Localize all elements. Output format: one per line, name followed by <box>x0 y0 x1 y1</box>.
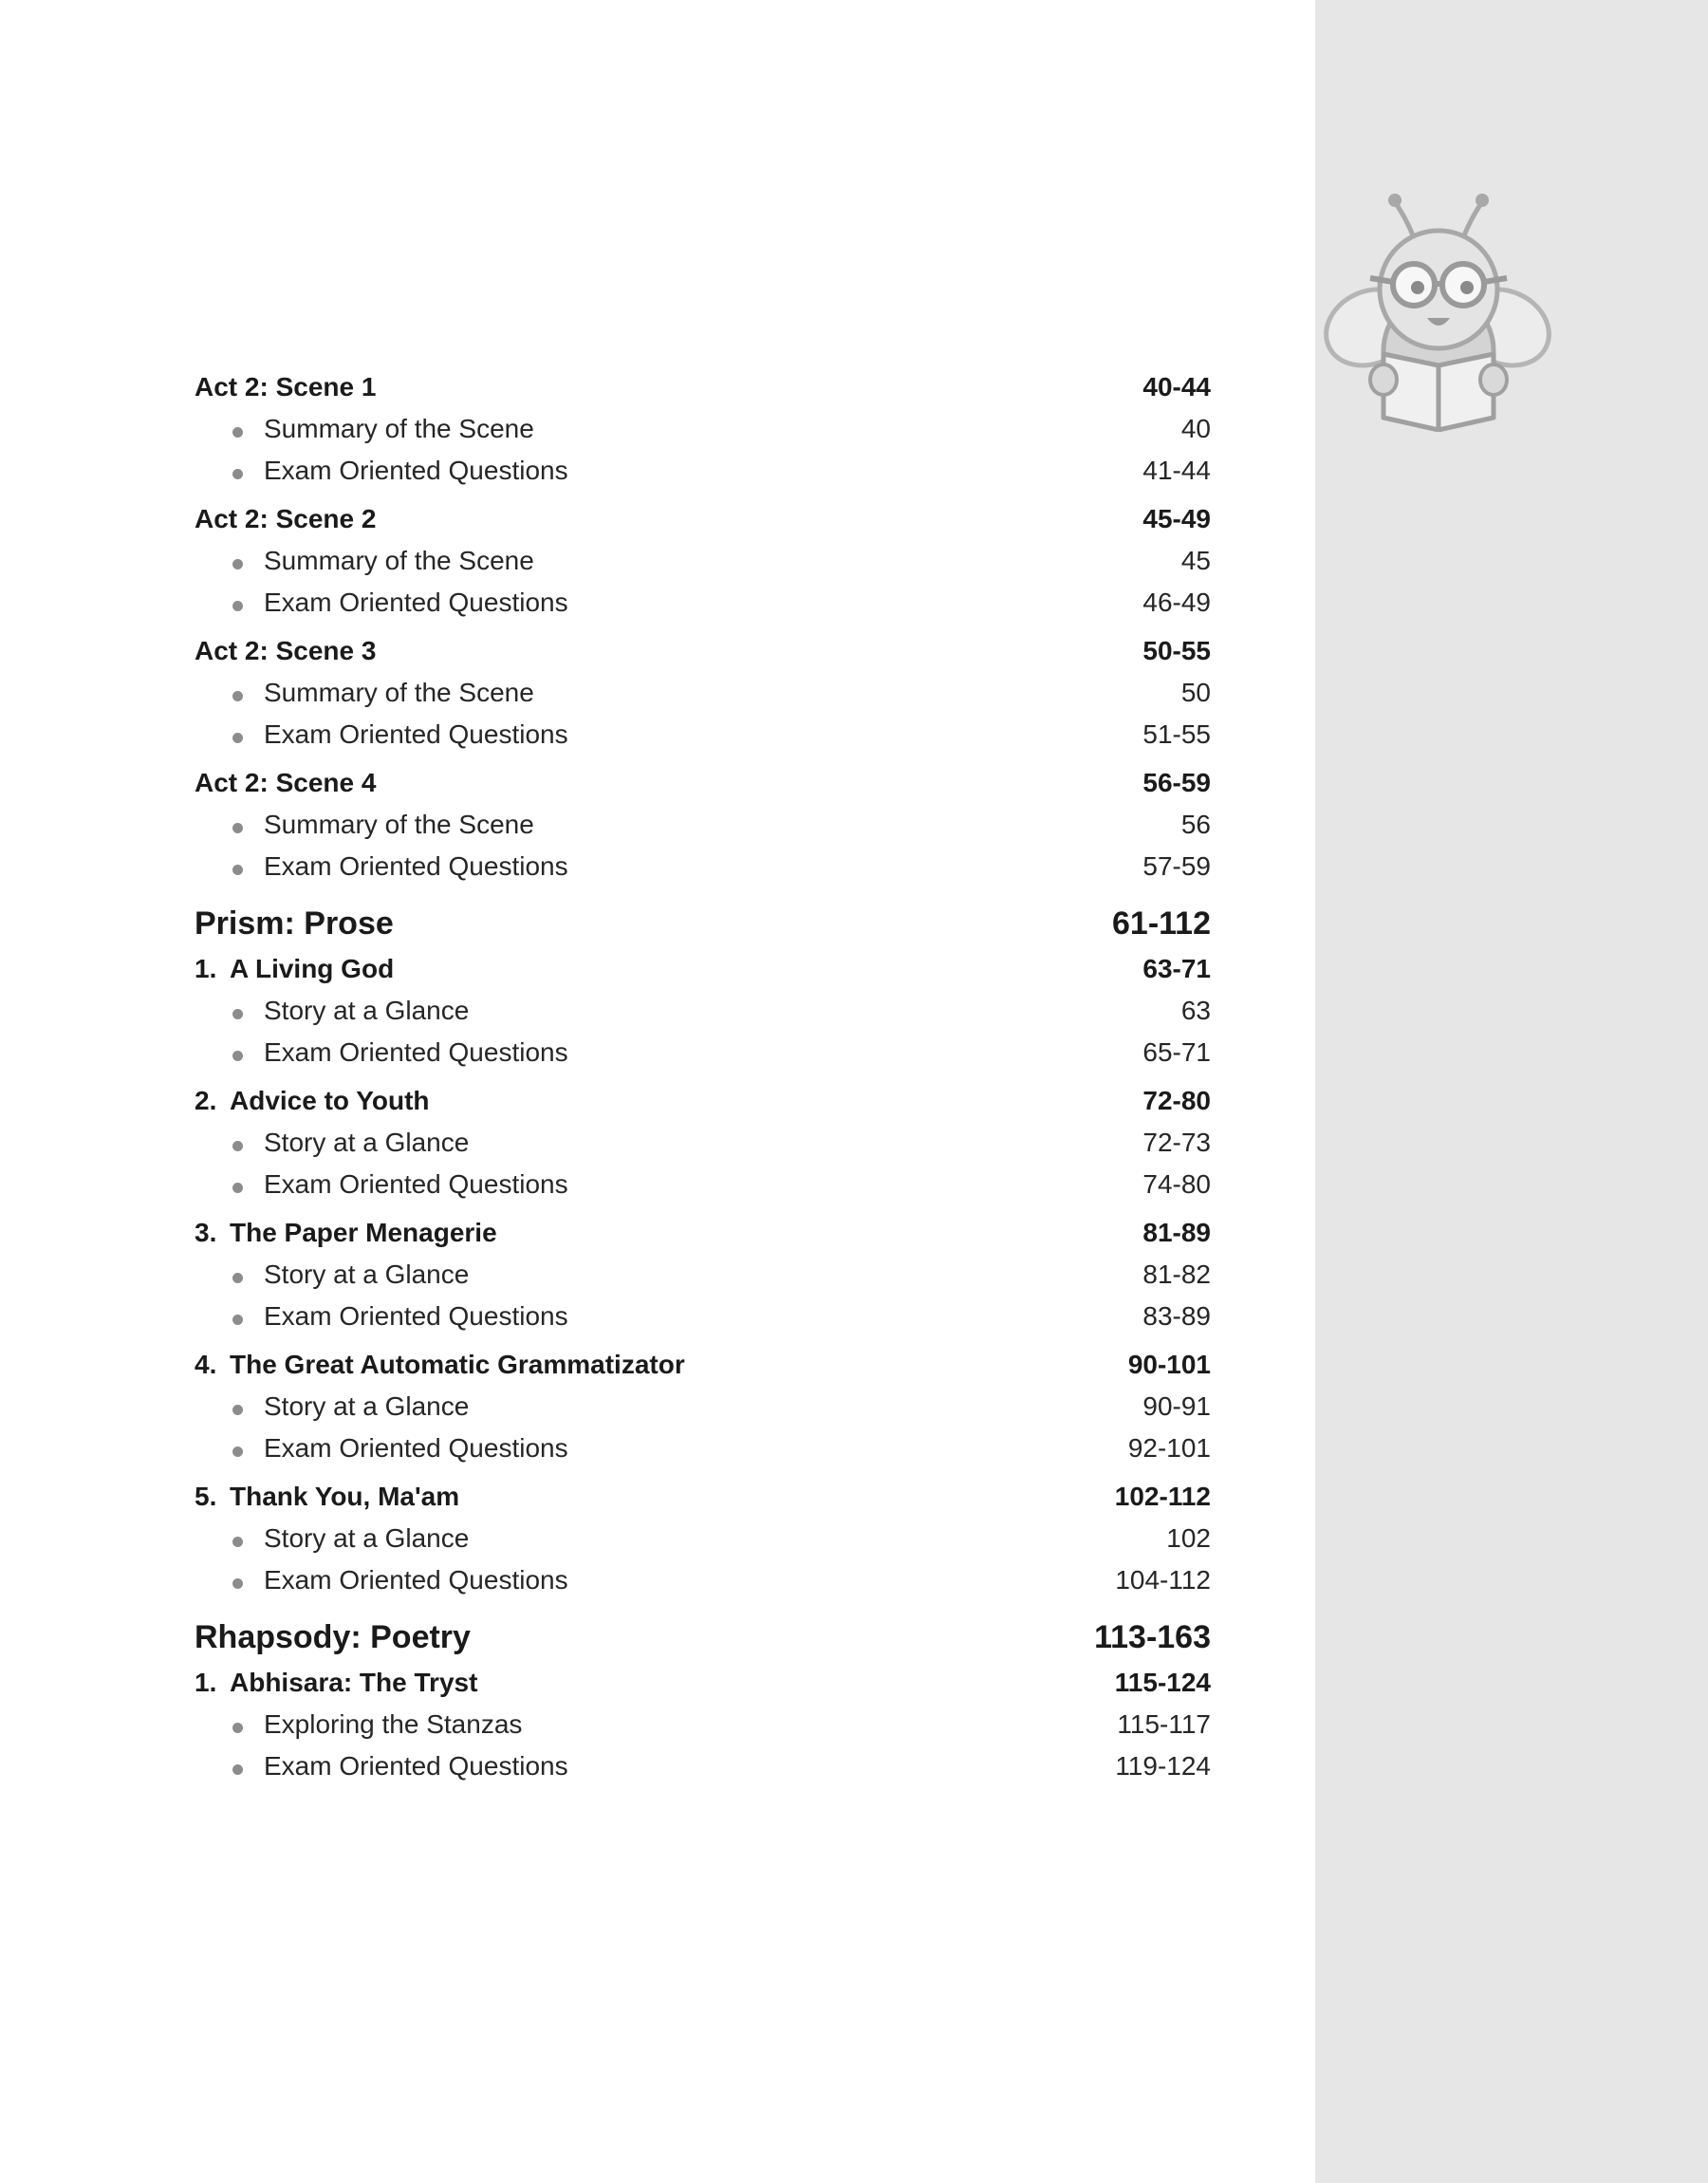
toc-subitem-row[interactable] <box>195 1254 1211 1296</box>
chapter-number: 1. <box>195 954 217 983</box>
toc-subitem-row[interactable] <box>195 540 1211 582</box>
chapter-heading <box>195 1080 430 1122</box>
chapter-page-range: 50-55 <box>1142 636 1211 665</box>
toc-subitem-row[interactable] <box>195 408 1211 450</box>
subitem-label: Exam Oriented Questions <box>264 1565 568 1595</box>
toc-chapter-row[interactable] <box>195 1212 1211 1254</box>
toc-chapter-row[interactable] <box>195 630 1211 672</box>
chapter-page-range: 45-49 <box>1142 504 1211 533</box>
subitem-page-range: 56 <box>1180 810 1211 839</box>
toc-section-heading <box>195 899 1211 948</box>
chapter-title: Advice to Youth <box>230 1086 430 1115</box>
chapter-page-range: 63-71 <box>1142 954 1211 983</box>
chapter-title: The Paper Menagerie <box>230 1218 497 1247</box>
bullet-icon <box>232 1141 243 1151</box>
toc-subitem-row[interactable] <box>195 450 1211 492</box>
toc-subitem-row[interactable] <box>195 714 1211 756</box>
bullet-icon <box>232 427 243 438</box>
bullet-icon <box>232 1273 243 1283</box>
toc-subitem-row[interactable] <box>195 1559 1211 1601</box>
bullet-icon <box>232 691 243 701</box>
toc-subitem-row[interactable] <box>195 990 1211 1032</box>
subitem-page-range: 104-112 <box>1115 1565 1211 1595</box>
bullet-icon <box>232 1764 243 1775</box>
chapter-heading <box>195 1476 459 1518</box>
toc-subitem-row[interactable] <box>195 1164 1211 1205</box>
bullet-icon <box>232 1183 243 1193</box>
chapter-heading <box>195 762 376 804</box>
chapter-title: Thank You, Ma'am <box>230 1482 460 1511</box>
bullet-icon <box>232 1723 243 1733</box>
chapter-heading <box>195 948 394 990</box>
subitem-label: Exploring the Stanzas <box>264 1709 523 1739</box>
chapter-title: Act 2: Scene 1 <box>195 372 377 401</box>
toc-subitem-row[interactable] <box>195 1745 1211 1787</box>
bullet-icon <box>232 733 243 743</box>
chapter-page-range: 102-112 <box>1114 1482 1211 1511</box>
subitem-page-range: 72-73 <box>1142 1128 1211 1157</box>
chapter-page-range: 81-89 <box>1142 1218 1211 1247</box>
toc-entry <box>195 366 1211 492</box>
chapter-number: 5. <box>195 1482 217 1511</box>
bullet-icon <box>232 1315 243 1325</box>
toc-subitem-row[interactable] <box>195 672 1211 714</box>
chapter-number: 2. <box>195 1086 217 1115</box>
section-title: Prism: Prose <box>195 905 394 942</box>
toc-chapter-row[interactable] <box>195 1662 1211 1704</box>
chapter-heading <box>195 1212 497 1254</box>
toc-subitem-row[interactable] <box>195 1122 1211 1164</box>
chapter-title: Abhisara: The Tryst <box>230 1668 478 1697</box>
toc-chapter-row[interactable] <box>195 366 1211 408</box>
chapter-number: 1. <box>195 1668 217 1697</box>
subitem-page-range: 51-55 <box>1142 719 1211 749</box>
toc-entry <box>195 1476 1211 1601</box>
subitem-label: Exam Oriented Questions <box>264 1751 568 1781</box>
bullet-icon <box>232 1578 243 1589</box>
toc-subitem-row[interactable] <box>195 804 1211 846</box>
subitem-page-range: 115-117 <box>1117 1709 1211 1739</box>
subitem-label: Exam Oriented Questions <box>264 1037 568 1067</box>
chapter-title: Act 2: Scene 3 <box>195 636 377 665</box>
subitem-page-range: 102 <box>1166 1523 1211 1553</box>
toc-chapter-row[interactable] <box>195 1080 1211 1122</box>
subitem-label: Exam Oriented Questions <box>264 1169 568 1199</box>
subitem-label: Summary of the Scene <box>264 678 534 707</box>
subitem-label: Summary of the Scene <box>264 546 534 575</box>
chapter-heading <box>195 366 376 408</box>
toc-subitem-row[interactable] <box>195 1032 1211 1073</box>
subitem-page-range: 45 <box>1180 546 1211 575</box>
subitem-page-range: 92-101 <box>1127 1433 1211 1463</box>
chapter-title: A Living God <box>230 954 395 983</box>
subitem-label: Summary of the Scene <box>264 810 534 839</box>
subitem-label: Exam Oriented Questions <box>264 588 568 617</box>
subitem-page-range: 83-89 <box>1142 1301 1211 1331</box>
subitem-page-range: 57-59 <box>1142 851 1211 881</box>
subitem-label: Story at a Glance <box>264 1259 470 1289</box>
chapter-heading <box>195 1344 685 1386</box>
toc-chapter-row[interactable] <box>195 948 1211 990</box>
bullet-icon <box>232 1446 243 1457</box>
chapter-title: Act 2: Scene 2 <box>195 504 377 533</box>
bullet-icon <box>232 1051 243 1061</box>
toc-entry <box>195 630 1211 756</box>
subitem-page-range: 74-80 <box>1142 1169 1211 1199</box>
toc-subitem-row[interactable] <box>195 1518 1211 1559</box>
subitem-label: Summary of the Scene <box>264 414 534 443</box>
subitem-label: Exam Oriented Questions <box>264 456 568 485</box>
toc-subitem-row[interactable] <box>195 582 1211 624</box>
subitem-page-range: 65-71 <box>1142 1037 1211 1067</box>
chapter-number: 4. <box>195 1350 217 1379</box>
chapter-page-range: 115-124 <box>1114 1668 1211 1697</box>
subitem-page-range: 46-49 <box>1142 588 1211 617</box>
bullet-icon <box>232 601 243 611</box>
toc-chapter-row[interactable] <box>195 1344 1211 1386</box>
section-title: Rhapsody: Poetry <box>195 1619 471 1655</box>
toc-entry <box>195 948 1211 1073</box>
chapter-heading <box>195 498 376 540</box>
chapter-heading <box>195 1662 477 1704</box>
bee-reading-mascot-icon <box>1315 185 1562 432</box>
chapter-heading <box>195 630 376 672</box>
toc-subitem-row[interactable] <box>195 1386 1211 1427</box>
toc-chapter-row[interactable] <box>195 498 1211 540</box>
toc-entry <box>195 1344 1211 1469</box>
subitem-label: Exam Oriented Questions <box>264 719 568 749</box>
bullet-icon <box>232 1009 243 1019</box>
bullet-icon <box>232 1537 243 1547</box>
subitem-page-range: 40 <box>1180 414 1211 443</box>
toc-subitem-row[interactable] <box>195 846 1211 887</box>
bullet-icon <box>232 823 243 833</box>
subitem-label: Exam Oriented Questions <box>264 851 568 881</box>
subitem-page-range: 63 <box>1180 996 1211 1025</box>
chapter-title: Act 2: Scene 4 <box>195 768 377 797</box>
toc-entry <box>195 498 1211 624</box>
chapter-page-range: 40-44 <box>1142 372 1211 401</box>
chapter-page-range: 90-101 <box>1127 1350 1211 1379</box>
bullet-icon <box>232 469 243 479</box>
toc-entry <box>195 1212 1211 1337</box>
toc-chapter-row[interactable] <box>195 1476 1211 1518</box>
chapter-number: 3. <box>195 1218 217 1247</box>
section-page-range: 61-112 <box>1112 905 1211 942</box>
subitem-label: Exam Oriented Questions <box>264 1433 568 1463</box>
toc-entry <box>195 1662 1211 1787</box>
toc-subitem-row[interactable] <box>195 1296 1211 1337</box>
subitem-label: Story at a Glance <box>264 996 470 1025</box>
toc-subitem-row[interactable] <box>195 1427 1211 1469</box>
bullet-icon <box>232 865 243 875</box>
subitem-label: Exam Oriented Questions <box>264 1301 568 1331</box>
toc-entry <box>195 762 1211 887</box>
subitem-page-range: 90-91 <box>1142 1391 1211 1421</box>
subitem-page-range: 119-124 <box>1115 1751 1211 1781</box>
chapter-page-range: 56-59 <box>1142 768 1211 797</box>
toc-section-heading <box>195 1613 1211 1662</box>
table-of-contents <box>195 366 1211 1794</box>
chapter-page-range: 72-80 <box>1142 1086 1211 1115</box>
chapter-title: The Great Automatic Grammatizator <box>230 1350 685 1379</box>
subitem-page-range: 41-44 <box>1142 456 1211 485</box>
subitem-label: Story at a Glance <box>264 1391 470 1421</box>
subitem-page-range: 50 <box>1180 678 1211 707</box>
toc-chapter-row[interactable] <box>195 762 1211 804</box>
toc-subitem-row[interactable] <box>195 1704 1211 1745</box>
subitem-label: Story at a Glance <box>264 1128 470 1157</box>
toc-entry <box>195 1080 1211 1205</box>
section-page-range: 113-163 <box>1094 1619 1211 1655</box>
subitem-page-range: 81-82 <box>1142 1259 1211 1289</box>
subitem-label: Story at a Glance <box>264 1523 470 1553</box>
bullet-icon <box>232 1405 243 1415</box>
bullet-icon <box>232 559 243 569</box>
